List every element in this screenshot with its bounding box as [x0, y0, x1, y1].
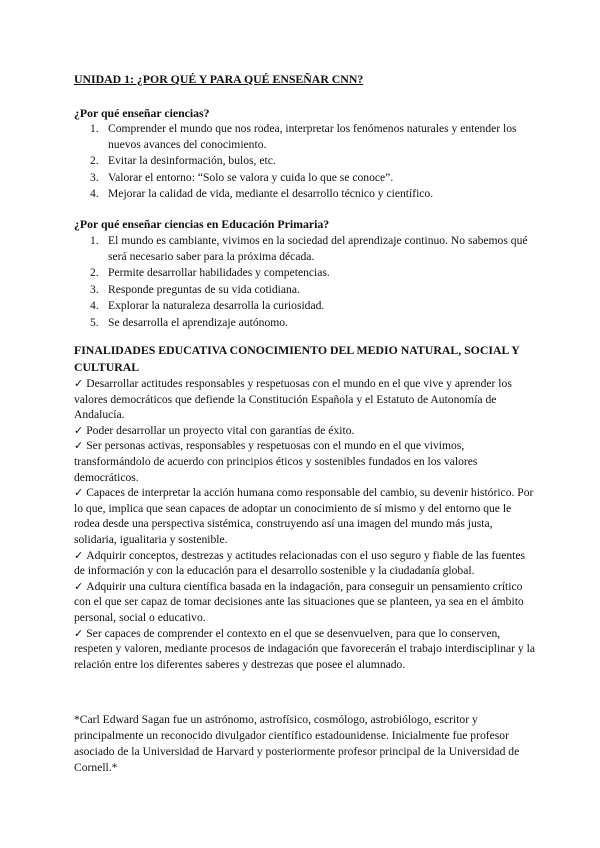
- list-item-text: Se desarrolla el aprendizaje autónomo.: [108, 315, 288, 329]
- checkmark-icon: ✓: [74, 548, 84, 562]
- list-item-number: 3.: [90, 282, 99, 296]
- list-item-text: Responde preguntas de su vida cotidiana.: [108, 282, 300, 296]
- list-item-number: 1.: [90, 234, 99, 247]
- list-item: [74, 548, 536, 579]
- list-item-text: Comprender el mundo que nos rodea, interpretar los fenómenos naturales y entender los nuevos avances del conocimiento.: [108, 122, 517, 151]
- list-item: [74, 233, 534, 264]
- list-item: [74, 265, 534, 281]
- list-item: [74, 315, 534, 331]
- section1-heading: ¿Por qué enseñar ciencias?: [74, 106, 210, 120]
- list-item-number: 5.: [90, 315, 99, 329]
- list-item: [74, 376, 536, 423]
- checkmark-icon: ✓: [74, 377, 84, 390]
- list-item: [74, 485, 536, 547]
- list-item: [74, 423, 536, 439]
- unit-title: UNIDAD 1: ¿POR QUÉ Y PARA QUÉ ENSEÑAR CNN?: [74, 72, 364, 86]
- list-item: [74, 282, 534, 298]
- checkmark-icon: ✓: [74, 626, 84, 640]
- list-item-text: Explorar la naturaleza desarrolla la curiosidad.: [108, 299, 325, 313]
- list-item-text: Poder desarrollar un proyecto vital con garantías de éxito.: [86, 423, 355, 437]
- list-item-text: Desarrollar actitudes responsables y respetuosas con el mundo en el que vive y aprender los valores democráticos que defiende la Constitución Española y el Estatuto de Autonomía de Andalucía.: [74, 377, 512, 422]
- list-item-text: Adquirir una cultura científica basada en la indagación, para conseguir un pensamiento crítico con el que ser capaz de tomar decisiones ante las situaciones que se planteen, ya sea en el ámbito personal, social o educativo.: [74, 579, 524, 624]
- footnote: *Carl Edward Sagan fue un astrónomo, astrofísico, cosmólogo, astrobiólogo, escritor y principalmente un reconocido divulgador científico estadounidense. Inicialmente fue profesor asociado de la Universidad de Harvard y posteriormente profesor principal de la Universidad de Cornell.*: [74, 713, 520, 774]
- list-item-text: Ser personas activas, responsables y respetuosas con el mundo en el que vivimos, transformándolo de acuerdo con principios éticos y sostenibles fundados en los valores democráticos.: [74, 439, 478, 484]
- checkmark-icon: ✓: [74, 423, 84, 437]
- checkmark-icon: ✓: [74, 579, 84, 593]
- list-item-text: Permite desarrollar habilidades y competencias.: [108, 266, 330, 280]
- finalidades-heading: FINALIDADES EDUCATIVA CONOCIMIENTO DEL MEDIO NATURAL, SOCIAL Y CULTURAL: [74, 343, 520, 374]
- checkmark-icon: ✓: [74, 439, 84, 453]
- list-item-number: 2.: [90, 154, 99, 168]
- list-item: [74, 170, 534, 186]
- list-item-number: 4.: [90, 299, 99, 313]
- list-item-text: Ser capaces de comprender el contexto en el que se desenvuelven, para que lo conserven, respeten y valoren, mediante procesos de indagación que favorecerán el trabajo interdisciplinar y la relación entre los diferentes saberes y destrezas que posee el alumnado.: [74, 626, 535, 671]
- list-item-text: El mundo es cambiante, vivimos en la sociedad del aprendizaje continuo. No sabemos qué será necesario saber para la próxima década.: [108, 234, 528, 263]
- list-item: [74, 579, 536, 626]
- list-item: [74, 121, 534, 152]
- list-item: [74, 153, 534, 169]
- list-item-text: Mejorar la calidad de vida, mediante el desarrollo técnico y científico.: [108, 187, 434, 201]
- list-item: [74, 626, 536, 673]
- list-item-text: Valorar el entorno: “Solo se valora y cuida lo que se conoce”.: [108, 170, 394, 184]
- list-item-number: 3.: [90, 170, 99, 184]
- list-item-number: 4.: [90, 187, 99, 201]
- section2-list: [74, 233, 534, 332]
- section1-list: [74, 121, 534, 203]
- list-item-text: Evitar la desinformación, bulos, etc.: [108, 154, 276, 168]
- list-item-number: 2.: [90, 266, 99, 280]
- finalidades-list: [74, 376, 536, 672]
- section2-heading: ¿Por qué enseñar ciencias en Educación Primaria?: [74, 217, 330, 231]
- list-item: [74, 186, 534, 202]
- list-item-text: Capaces de interpretar la acción humana como responsable del cambio, su devenir histórico. Por lo que, implica que sean capaces de adoptar un conocimiento de sí mismo y del entorno que le rodea desde una perspectiva sistémica, construyendo así una imagen del mundo más justa, solidaria, igualitaria y sostenible.: [74, 486, 534, 546]
- list-item: [74, 438, 536, 485]
- list-item-text: Adquirir conceptos, destrezas y actitudes relacionadas con el uso seguro y fiable de las fuentes de información y con la educación para el desarrollo sostenible y la ciudadanía global.: [74, 548, 526, 578]
- list-item: [74, 298, 534, 314]
- list-item-number: 1.: [90, 122, 99, 135]
- checkmark-icon: ✓: [74, 486, 84, 500]
